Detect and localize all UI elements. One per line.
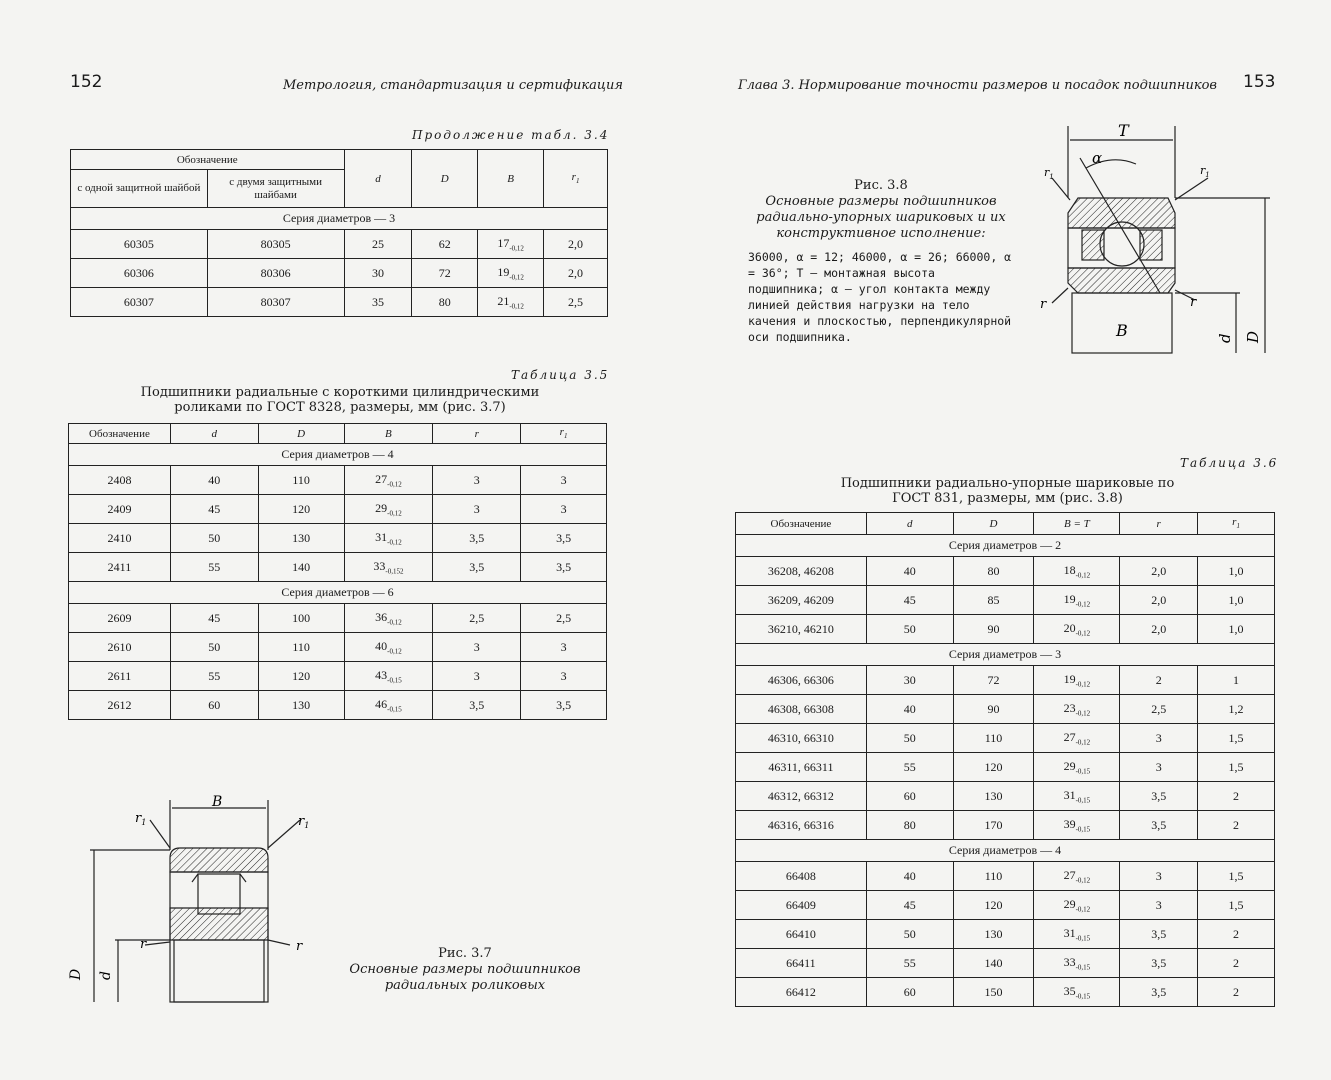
table-row: 46310, 66310 50 110 $27_{-0,12}$ 3 1,5 (736, 724, 1275, 753)
table-row: 2408 40 110 $27_{-0,12}$ 3 3 (69, 466, 607, 495)
table-row: 66411 55 140 $33_{-0,15}$ 3,5 2 (736, 949, 1275, 978)
table-row: 66408 40 110 $27_{-0,12}$ 3 1,5 (736, 862, 1275, 891)
table-row: 2612 60 130 $46_{-0,15}$ 3,5 3,5 (69, 691, 607, 720)
table-row: 60307 80307 35 80 $21_{-0,12}$ 2,5 (71, 288, 608, 317)
table-row: 36210, 46210 50 90 $20_{-0,12}$ 2,0 1,0 (736, 615, 1275, 644)
header-D: D (953, 513, 1034, 535)
table-row: 2609 45 100 $36_{-0,12}$ 2,5 2,5 (69, 604, 607, 633)
table-row: 46306, 66306 30 72 $19_{-0,12}$ 2 1 (736, 666, 1275, 695)
fig-3-8-label-r-left: r (1040, 297, 1047, 312)
table-row: 2411 55 140 $33_{-0,152}$ 3,5 3,5 (69, 553, 607, 582)
table-row: 2410 50 130 $31_{-0,12}$ 3,5 3,5 (69, 524, 607, 553)
series-label: Серия диаметров — 3 (736, 644, 1275, 666)
fig-3-7-label-d: d (98, 971, 114, 980)
header-d: d (344, 150, 412, 208)
table-row: 2610 50 110 $40_{-0,12}$ 3 3 (69, 633, 607, 662)
header-r1: $r_1$ (544, 150, 608, 208)
fig-3-8-geometry (1052, 126, 1270, 353)
table-3-4 (70, 149, 608, 317)
header-B-T: B = T (1034, 513, 1120, 535)
series-label: Серия диаметров — 6 (69, 582, 607, 604)
table-row: 46311, 66311 55 120 $29_{-0,15}$ 3 1,5 (736, 753, 1275, 782)
table-row: 46308, 66308 40 90 $23_{-0,12}$ 2,5 1,2 (736, 695, 1275, 724)
header-B: B (478, 150, 544, 208)
fig-3-8-body: 36000, α = 12; 46000, α = 26; 66000, α = 36°; T — монтажная высота подшипника; α — угол контакта между линией действия нагрузки на тело качения и плоскостью, перпендикулярной оси подшипника. (748, 250, 1012, 344)
table-row: 46312, 66312 60 130 $31_{-0,15}$ 3,5 2 (736, 782, 1275, 811)
series-label: Серия диаметров — 4 (69, 444, 607, 466)
table-row: 36208, 46208 40 80 $18_{-0,12}$ 2,0 1,0 (736, 557, 1275, 586)
header-designation: Обозначение (69, 424, 171, 444)
table-3-4-continuation-label: Продолжение табл. 3.4 (412, 128, 610, 142)
series-label: Серия диаметров — 3 (71, 208, 608, 230)
series-label: Серия диаметров — 2 (736, 535, 1275, 557)
fig-3-8-label-r1-top-left: $r_1$ (1044, 166, 1054, 181)
fig-3-7-label-D: D (68, 968, 84, 980)
header-r: r (433, 424, 521, 444)
fig-3-8-label-T: T (1118, 121, 1129, 140)
series-label: Серия диаметров — 4 (736, 840, 1275, 862)
fig-3-7-roller-bearing-drawing (60, 790, 320, 1020)
running-title-left: Метрология, стандартизация и сертификация (283, 78, 623, 93)
fig-3-7-caption-text: Основные размеры подшипников радиальных роликовых (349, 962, 581, 993)
table-row: 2409 45 120 $29_{-0,12}$ 3 3 (69, 495, 607, 524)
header-D: D (412, 150, 478, 208)
fig-3-8-caption (750, 178, 1012, 242)
fig-3-8-label-r1-top-right: $r_1$ (1200, 164, 1210, 179)
header-r1: $r_1$ (1198, 513, 1275, 535)
table-3-6-label: Таблица 3.6 (1180, 456, 1279, 470)
fig-3-7-geometry (90, 800, 300, 1002)
table-row: 46316, 66316 80 170 $39_{-0,15}$ 3,5 2 (736, 811, 1275, 840)
fig-3-8-label-alpha: α (1092, 149, 1103, 167)
table-row: 60306 80306 30 72 $19_{-0,12}$ 2,0 (71, 259, 608, 288)
header-D: D (258, 424, 344, 444)
table-3-5 (68, 423, 607, 720)
table-row: 66410 50 130 $31_{-0,15}$ 3,5 2 (736, 920, 1275, 949)
table-3-6-title: Подшипники радиально-упорные шариковые по ГОСТ 831, размеры, мм (рис. 3.8) (840, 476, 1175, 506)
fig-3-7-number: Рис. 3.7 (438, 946, 492, 961)
table-row: 66412 60 150 $35_{-0,15}$ 3,5 2 (736, 978, 1275, 1007)
header-B: B (344, 424, 433, 444)
table-row: 2611 55 120 $43_{-0,15}$ 3 3 (69, 662, 607, 691)
page-number-right: 153 (1243, 72, 1276, 92)
fig-3-8-number: Рис. 3.8 (854, 178, 908, 193)
header-r1: $r_1$ (521, 424, 607, 444)
table-3-5-title: Подшипники радиальные с короткими цилиндрическими роликами по ГОСТ 8328, размеры, мм (рис. 3.7) (140, 385, 540, 415)
fig-3-8-label-D: D (1244, 330, 1262, 343)
fig-3-8-label-d: d (1216, 333, 1234, 343)
header-d: d (170, 424, 258, 444)
header-r: r (1120, 513, 1198, 535)
header-designation: Обозначение (736, 513, 867, 535)
header-two-shields: с двумя защитными шайбами (207, 170, 344, 208)
fig-3-8-label-r-right: r (1190, 295, 1197, 310)
fig-3-8-label-B: B (1116, 321, 1128, 340)
table-row: 60305 80305 25 62 $17_{-0,12}$ 2,0 (71, 230, 608, 259)
fig-3-8-angular-bearing-drawing (1040, 118, 1280, 358)
fig-3-7-label-B: B (212, 794, 223, 810)
header-designation: Обозначение (71, 150, 345, 170)
running-title-right: Глава 3. Нормирование точности размеров и посадок подшипников (738, 78, 1217, 93)
header-d: d (866, 513, 953, 535)
table-3-6 (735, 512, 1275, 1007)
fig-3-7-label-r-right: r (296, 939, 303, 954)
fig-3-7-label-r1-right: $r_1$ (298, 814, 310, 830)
fig-3-7-label-r1: $r_1$ (135, 811, 147, 827)
table-3-5-label: Таблица 3.5 (511, 368, 610, 382)
table-row: 66409 45 120 $29_{-0,12}$ 3 1,5 (736, 891, 1275, 920)
fig-3-7-caption (340, 946, 590, 994)
header-one-shield: с одной защитной шайбой (71, 170, 208, 208)
page-number-left: 152 (70, 72, 103, 92)
fig-3-8-caption-text: Основные размеры подшипников радиально-упорных шариковых и их конструктивное исполнение: (756, 194, 1006, 241)
fig-3-7-label-r: r (140, 937, 147, 952)
table-row: 36209, 46209 45 85 $19_{-0,12}$ 2,0 1,0 (736, 586, 1275, 615)
